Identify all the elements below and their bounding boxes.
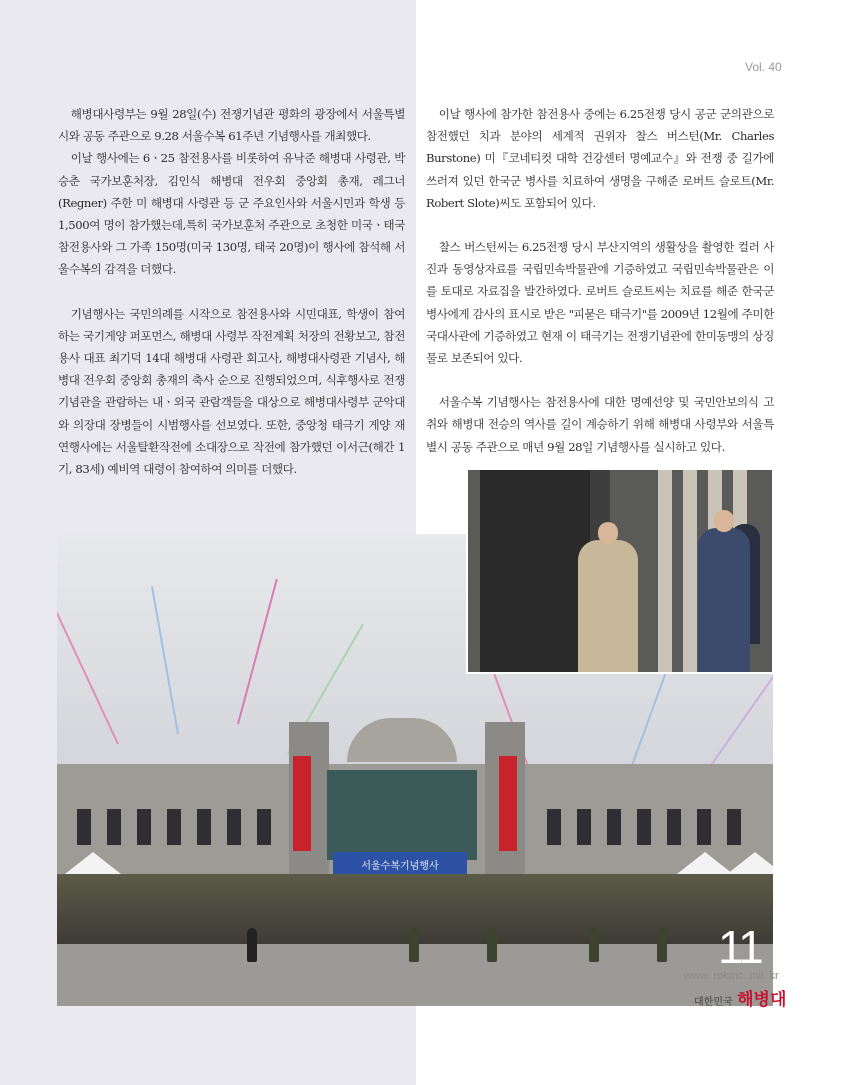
article-paragraph: 기념행사는 국민의례를 시작으로 참전용사와 시민대표, 학생이 참여하는 국기게양 퍼포먼스, 해병대 사령부 작전계획 처장의 전황보고, 참전용사 대표 최기덕 14대 해병대 사령관 회고사, 해병대사령관 기념사, 해병대 전우회 중앙회 총재의 축사 순으로 진행되었으며, 식후행사로 전쟁기념관을 관람하는 내ㆍ외국 관람객들을 대상으로 해병대사령부 군악대와 의장대 장병들이 시범행사를 선보였다. 또한, 중앙청 태극기 게양 재연행사에는 서울탈환작전에 소대장으로 작전에 참가했던 이서근(해간 1기, 83세) 예비역 대령이 참여하여 의미를 더했다. (58, 306, 405, 477)
veteran (578, 540, 638, 674)
building-window (637, 809, 651, 845)
brand-name: 해병대 (737, 990, 787, 1009)
building-window (667, 809, 681, 845)
white-tent (677, 852, 733, 874)
hall-column (658, 470, 672, 674)
person (487, 928, 497, 962)
person (409, 928, 419, 962)
brand-logo (694, 985, 786, 1010)
hall-column (683, 470, 697, 674)
article-paragraph: 이날 행사에 참가한 참전용사 중에는 6.25전쟁 당시 공군 군의관으로 참전했던 치과 분야의 세계적 권위자 찰스 버스턴(Mr. Charles Burstone) 미『코네티컷 대학 건강센터 명예교수』와 전쟁 중 길가에 쓰러져 있던 한국군 병사를 치료하여 생명을 구해준 로버트 슬로트(Mr. Robert Slote)씨도 포함되어 있다. (426, 107, 774, 210)
red-banner (293, 756, 311, 851)
building-window (577, 809, 591, 845)
veteran (698, 528, 750, 674)
person (657, 928, 667, 962)
stage-banner: 서울수복기념행사 (333, 852, 467, 882)
article-paragraph: 해병대사령부는 9월 28일(수) 전쟁기념관 평화의 광장에서 서울특별시와 공동 주관으로 9.28 서울수복 61주년 기념행사를 개최했다. (58, 107, 405, 144)
building-window (727, 809, 741, 845)
building-window (547, 809, 561, 845)
building-window (107, 809, 121, 845)
building-window (77, 809, 91, 845)
white-tent (65, 852, 121, 874)
article-paragraph: 이날 행사에는 6ㆍ25 참전용사를 비롯하여 유낙준 해병대 사령관, 박승춘 국가보훈처장, 김인식 해병대 전우회 중앙회 총재, 레그너(Regner) 주한 미 해병대 사령관 등 군 주요인사와 서울시민과 학생 등 1,500여 명이 참가했는데,특히 국가보훈처 주관으로 초청한 미국ㆍ태국 참전용사와 그 가족 150명(미국 130명, 태국 20명)이 행사에 참석해 서울수복의 감격을 더했다. (58, 151, 405, 277)
building-window (227, 809, 241, 845)
volume-label: Vol. 40 (745, 60, 782, 74)
building-window (697, 809, 711, 845)
right-article-column (426, 103, 774, 458)
veterans-inset-photo (466, 468, 774, 674)
building-window (257, 809, 271, 845)
building-window (607, 809, 621, 845)
red-banner (499, 756, 517, 851)
person (247, 928, 257, 962)
building-entrance (327, 770, 477, 860)
page-number: 11 (718, 921, 762, 973)
white-tent (727, 852, 773, 874)
memorial-wall (480, 470, 590, 674)
left-article-column (58, 103, 405, 480)
head (714, 510, 734, 532)
website-url: www. rokmc. mil. kr (684, 970, 779, 982)
building-window (167, 809, 181, 845)
building-window (197, 809, 211, 845)
person (589, 928, 599, 962)
building-window (137, 809, 151, 845)
article-paragraph: 서울수복 기념행사는 참전용사에 대한 명예선양 및 국민안보의식 고취와 해병대 전승의 역사를 길이 계승하기 위해 해병대 사령부와 서울특별시 공동 주관으로 매년 9월 28일 기념행사를 실시하고 있다. (426, 395, 774, 454)
brand-prefix: 대한민국 (694, 997, 733, 1008)
article-paragraph: 찰스 버스턴씨는 6.25전쟁 당시 부산지역의 생활상을 촬영한 컬러 사진과 동영상자료를 국립민속박물관에 기증하였고 국립민속박물관은 이를 토대로 자료집을 발간하였다. 로버트 슬로트씨는 치료를 해준 한국군 병사에게 감사의 표시로 받은 "피묻은 태극기"를 2009년 12월에 주미한국대사관에 기증하였고 현재 이 태극기는 전쟁기념관에 한미동맹의 상징물로 보존되어 있다. (426, 240, 774, 366)
head (598, 522, 618, 544)
